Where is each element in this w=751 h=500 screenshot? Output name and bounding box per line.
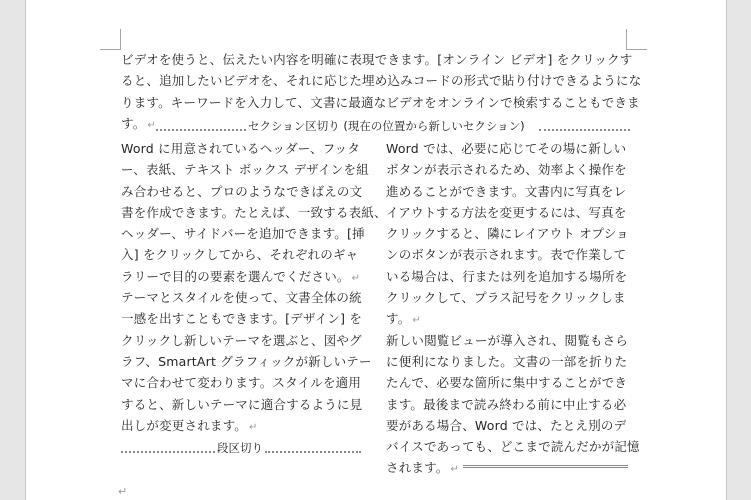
- text-line: Word に用意されているヘッダー、フッタ: [121, 141, 360, 156]
- text-line: ー、表紙、テキスト ボックス デザインを組: [121, 162, 369, 178]
- text-line: ります。キーワードを入力して、文書に最適なビデオをオンラインで検索することもできま: [121, 94, 640, 110]
- text-line: たんで、必要な箇所に集中することができ: [386, 375, 628, 391]
- text-line: 一感を出すこともできます。[デザイン] を: [121, 311, 363, 327]
- text-line: クリックし新しいテーマを選ぶと、図やグ: [121, 332, 362, 348]
- column-1[interactable]: [121, 138, 387, 436]
- paragraph-mark-icon: ↵: [249, 421, 258, 433]
- text-line: クリックして、プラス記号をクリックしま: [386, 290, 626, 306]
- text-line: Word では、必要に応じてその場に新しい: [386, 141, 627, 156]
- text-line: に便利になりました。文書の一部を折りた: [386, 353, 628, 369]
- section-break-label: セクション区切り (現在の位置から新しいセクション): [248, 119, 525, 133]
- text-line: いる場合は、行または列を追加する場所を: [386, 268, 628, 284]
- text-line: マに合わせて変わります。スタイルを適用: [121, 375, 362, 391]
- text-line: ンのボタンが表示されます。表で作業して: [386, 247, 627, 263]
- section-break-end-dots: [463, 465, 628, 468]
- paragraph-mark-icon: ↵: [351, 272, 361, 284]
- text-line-content: されます。: [386, 460, 449, 476]
- column-break-dots-right: [265, 451, 361, 453]
- text-line-content: す。: [121, 115, 146, 131]
- column-2[interactable]: [386, 138, 640, 479]
- document-page[interactable]: [25, 0, 727, 500]
- text-line: イアウトする方法を変更するには、写真を: [386, 204, 627, 220]
- text-line: 新しい閲覧ビューが導入され、閲覧もさら: [386, 332, 629, 348]
- text-line-content: す。: [386, 311, 411, 327]
- column-break: [121, 440, 331, 456]
- text-line: テーマとスタイルを使って、文書全体の統: [121, 290, 362, 306]
- text-line: [121, 266, 371, 287]
- text-line: [386, 308, 636, 329]
- crop-mark-top-left: [100, 29, 121, 50]
- text-line-content: 出しが変更されます。: [121, 417, 248, 433]
- text-line: 入] をクリックしてから、それぞれのギャ: [121, 247, 359, 263]
- text-line: 要がある場合、Word では、たとえ別のデ: [386, 417, 627, 433]
- text-line: み合わせると、プロのようなできばえの文: [121, 183, 363, 199]
- text-line: ボタンが表示されるため、効率よく操作を: [386, 162, 627, 178]
- text-line: すると、新しいテーマに適合するように見: [121, 396, 363, 412]
- paragraph-mark-icon: ↵: [450, 464, 460, 476]
- text-line-content: ラリーで目的の要素を選んでください。: [121, 268, 350, 284]
- paragraph-mark-icon: ↵: [118, 485, 128, 498]
- text-line: [121, 415, 371, 436]
- paragraph-mark-icon: ↵: [412, 315, 421, 327]
- text-line: ると、追加したいビデオを、それに応じた埋め込みコードの形式で貼り付けできるようにな: [121, 73, 642, 89]
- text-line: バイスであっても、どこまで読んだかが記憶: [386, 439, 640, 455]
- crop-mark-top-right: [626, 29, 647, 50]
- column-break-dots-left: [121, 451, 215, 453]
- text-line: ヘッダー、サイドバーを追加できます。[挿: [121, 226, 365, 242]
- text-line: [386, 457, 636, 478]
- section-break-dots-right: [539, 129, 630, 131]
- section-break: [156, 118, 630, 134]
- text-line: クリックすると、隣にレイアウト オプショ: [386, 226, 629, 242]
- text-line: ビデオを使うと、伝えたい内容を明確に表現できます。[オンライン ビデオ] をクリックす: [121, 52, 633, 67]
- paragraph-mark-icon: ↵: [147, 119, 156, 131]
- column-break-label: 段区切り: [217, 441, 263, 455]
- text-line: 書を作成できます。たとえば、一致する表紙、: [121, 204, 387, 220]
- text-line: ラフ、SmartArt グラフィックが新しいテー: [121, 353, 372, 369]
- section-break-dots-left: [156, 129, 246, 131]
- text-line: 進めることができます。文書内に写真をレ: [386, 183, 627, 199]
- text-line: ます。最後まで読み終わる前に中止する必: [386, 396, 627, 412]
